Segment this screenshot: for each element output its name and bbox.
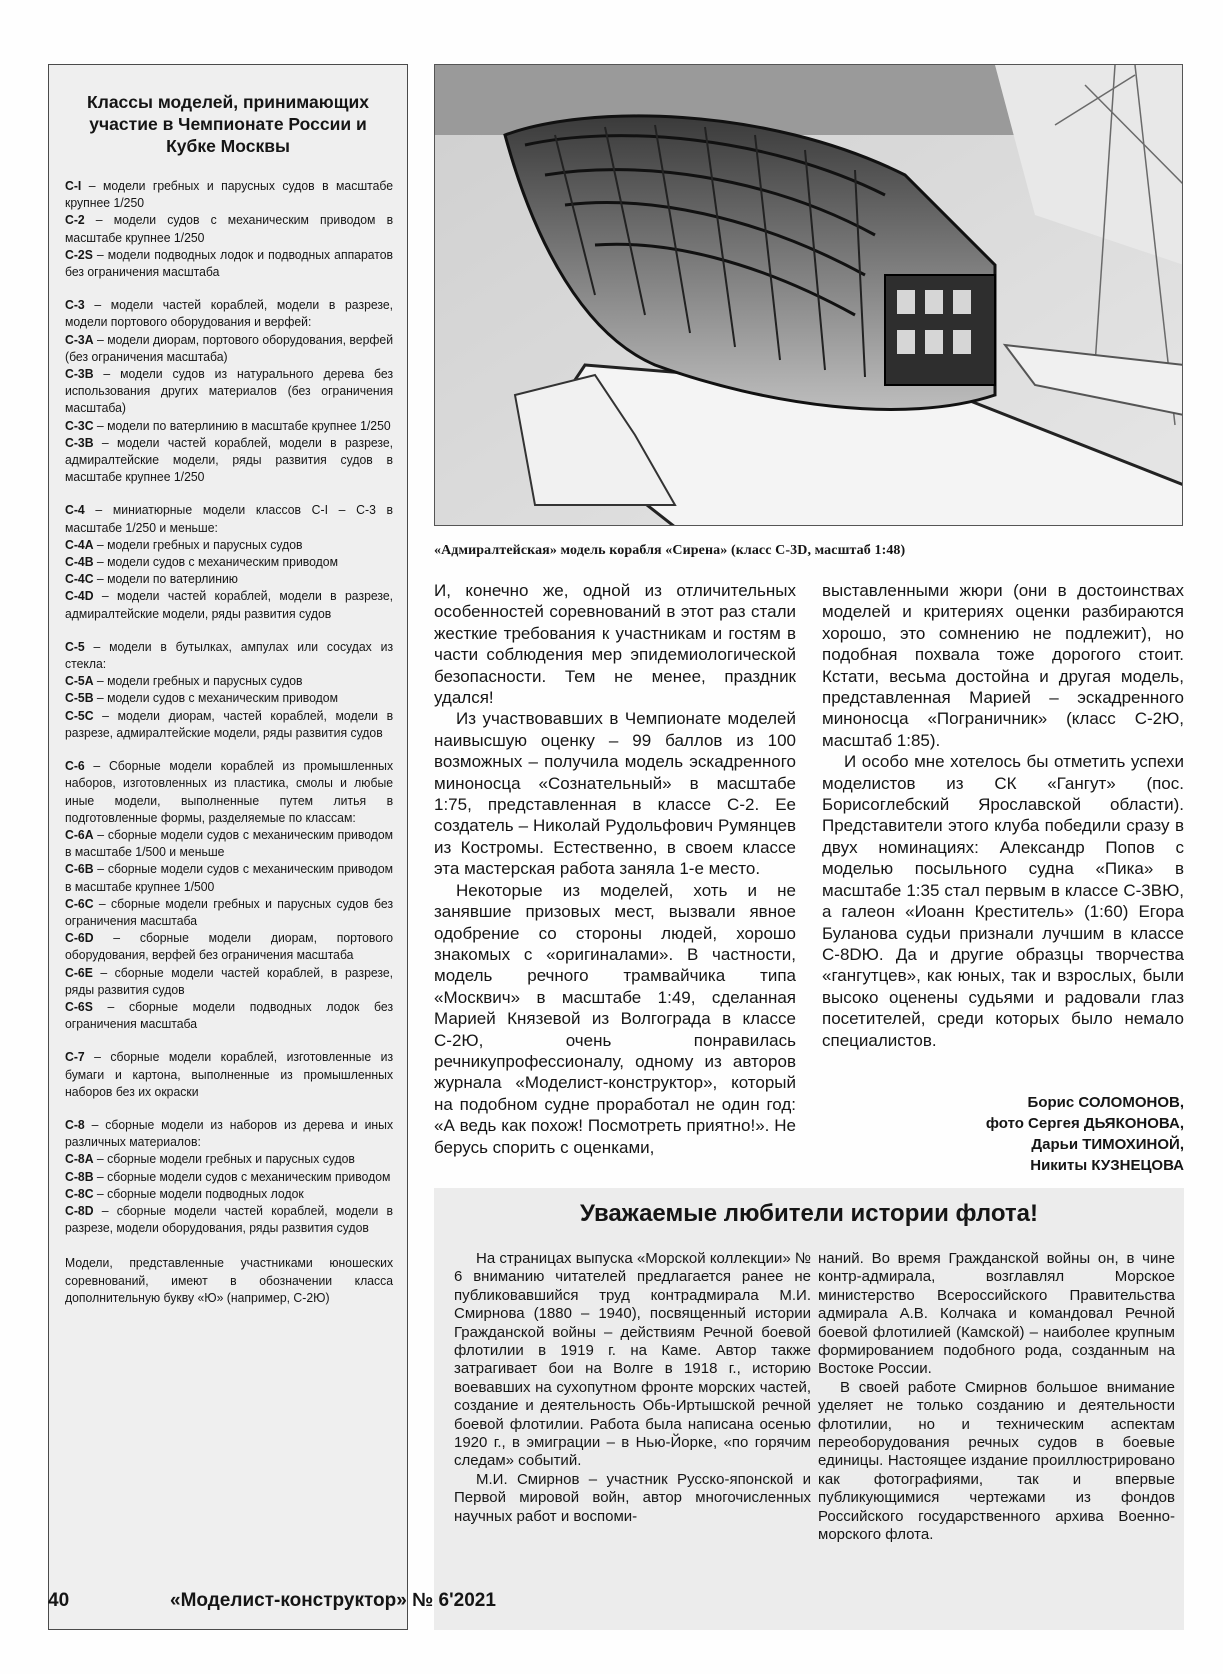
class-code: С-5С (65, 707, 94, 723)
class-entry (65, 177, 393, 211)
notice-box (434, 1188, 1184, 1630)
class-description: – модели гребных и парусных судов в масштабе крупнее 1/250 (65, 178, 394, 211)
class-entry (65, 860, 393, 894)
article-paragraph: Из участвовавших в Чемпионате моделей наивысшую оценку – 99 баллов из 100 возможных – получила модель эскадренного миноносца «Сознательный» в масштабе 1:75, представленная в классе С-2. Ее создатель – Николай Рудольфович Румянцев из Костромы. Естественно, в своем классе эта мастерская работа заняла 1-е место. (434, 709, 796, 879)
class-group (65, 177, 394, 280)
class-code: С-3В (65, 366, 94, 382)
class-entry (65, 211, 393, 245)
article-paragraph: И, конечно же, одной из отличительных особенностей соревнований в этот раз стали жесткие требования к участникам и гостям в части соблюдения мер эпидемиологической безопасности. Тем не менее, праздник удался! (434, 581, 796, 708)
sidebar-note: Модели, представленные участниками юношеских соревнований, имеют в обозначении класса дополнительную букву «Ю» (например, С-2Ю) (65, 1255, 394, 1305)
class-entry (65, 638, 393, 672)
class-entry (65, 672, 393, 689)
class-description: – сборные модели подводных лодок (93, 1185, 304, 1201)
class-entry (65, 246, 393, 280)
class-description: – модели частей кораблей, модели в разрезе, адмиралтейские модели, ряды развития судов в масштабе крупнее 1/250 (65, 434, 394, 485)
class-description: – сборные модели судов с механическим приводом (93, 1168, 391, 1184)
class-description: – модели судов с механическим приводом (93, 690, 339, 706)
class-entry (65, 964, 393, 998)
page-footer (48, 1590, 748, 1612)
class-code: С-8В (65, 1168, 94, 1184)
class-entry (65, 826, 393, 860)
class-code: С-4А (65, 536, 94, 552)
class-code: С-7 (65, 1049, 85, 1065)
class-group (65, 501, 394, 621)
class-code: С-6С (65, 895, 94, 911)
class-code: С-8С (65, 1185, 94, 1201)
class-description: – сборные модели кораблей, изготовленные из бумаги и картона, выполненные из промышленных наборов без их окраски (65, 1049, 394, 1099)
class-entry (65, 895, 393, 929)
class-description: – сборные модели подводных лодок без ограничения масштаба (65, 998, 394, 1032)
class-code: С-6А (65, 826, 94, 842)
class-code: С-3С (65, 417, 94, 433)
class-entry (65, 501, 393, 535)
class-code: С-6В (65, 861, 94, 877)
class-code: С-5 (65, 638, 85, 654)
notice-column-2 (818, 1250, 1175, 1545)
class-code: С-8А (65, 1151, 94, 1167)
class-entry (65, 570, 393, 587)
notice-paragraph: В своей работе Смирнов большое внимание уделяет не только созданию и деятельности флотилии, но и техническим аспектам переоборудования речных судов в боевые единицы. Настоящее издание проиллюстрировано как фотографиями, так и впервые публикующимися чертежами из фондов Российского государственного архива Военно-морского флота. (818, 1378, 1175, 1544)
class-entry (65, 1116, 393, 1150)
class-entry (65, 434, 393, 486)
class-entry (65, 929, 393, 963)
class-description: – модели частей кораблей, модели в разрезе, адмиралтейские модели, ряды развития судов (65, 588, 394, 621)
class-group (65, 757, 394, 1032)
class-description: – модели судов из натурального дерева без использования других материалов (без ограничения масштаба) (65, 366, 394, 416)
class-entry (65, 587, 393, 621)
notice-title: Уважаемые любители истории флота! (579, 1200, 1039, 1227)
class-code: С-6 (65, 758, 85, 774)
article-paragraph: И особо мне хотелось бы отметить успехи моделистов из СК «Гангут» (пос. Борисоглебский Ярославской области). Представители этого клуба победили сразу в двух номинациях: Александр Попов с моделью посыльного судна «Пика» в масштабе 1:35 стал первым в классе С-3ВЮ, а галеон «Иоанн Креститель» (1:60) Егора Буланова судьи признали лучшим в классе С-8DЮ. Да и другие образцы творчества «гангутцев», как юных, так и взрослых, были высоко оценены судьями и радовали глаз посетителей, среди которых было немало специалистов. (822, 752, 1184, 1050)
class-entry (65, 1048, 393, 1100)
notice-paragraph: На страницах выпуска «Морской коллекции» № 6 вниманию читателей предлагается ранее не публиковавшийся труд контрадмирала М.И. Смирнова (1880 – 1940), посвященный истории Гражданской войны – действиям Речной боевой флотилии в 1919 г. на Каме. Автор также затрагивает бои на Волге в 1918 г., историю воевавших на сухопутном фронте морских частей, создание и деятельность Обь-Иртышской речной боевой флотилии. Работа была написана осенью 1920 г., в эмиграции – в Нью-Йорке, «по горячим следам» событий. (454, 1250, 811, 1470)
class-description: – сборные модели гребных и парусных судов (93, 1151, 355, 1167)
photo-caption: «Адмиралтейская» модель корабля «Сирена» (класс С-3D, масштаб 1:48) (434, 543, 906, 558)
class-entry (65, 707, 393, 741)
notice-column-1 (454, 1250, 811, 1526)
class-code: С-4В (65, 554, 94, 570)
class-description: – модели гребных и парусных судов (93, 673, 303, 689)
magazine-issue: «Моделист-конструктор» № 6'2021 (170, 1590, 496, 1611)
sidebar-class-list (65, 177, 394, 1236)
class-description: – модели подводных лодок и подводных аппаратов без ограничения масштаба (65, 246, 394, 280)
class-description: – модели по ватерлинию (93, 571, 238, 587)
signature-line: Никиты КУЗНЕЦОВА (1030, 1157, 1184, 1174)
class-entry (65, 1150, 393, 1167)
class-group (65, 1048, 394, 1100)
class-entry (65, 1168, 393, 1185)
ship-model-illustration (435, 65, 1183, 526)
sidebar-title: Классы моделей, принимающих участие в Чемпионате России и Кубке Москвы (87, 92, 369, 156)
class-description: – модели в бутылках, ампулах или сосудах из стекла: (65, 638, 394, 672)
class-description: – сборные модели судов с механическим приводом в масштабе крупнее 1/500 (65, 861, 394, 894)
class-entry (65, 296, 393, 330)
class-description: – модели по ватерлинию в масштабе крупнее 1/250 (93, 417, 391, 433)
class-code: С-4С (65, 571, 94, 587)
class-code: С-3А (65, 331, 94, 347)
page-number: 40 (48, 1590, 70, 1611)
class-entry (65, 553, 393, 570)
class-description: – модели диорам, частей кораблей, модели в разрезе, адмиралтейские модели, ряды развития судов (65, 707, 394, 740)
class-code: С-2S (65, 246, 93, 262)
class-group (65, 1116, 394, 1236)
signature-line: фото Сергея ДЬЯКОНОВА, (985, 1115, 1184, 1132)
class-entry (65, 331, 393, 365)
class-code: С-4 (65, 502, 85, 518)
class-entry (65, 998, 393, 1032)
class-description: – сборные модели частей кораблей, модели в разрезе, модели оборудования, ряды развития судов (65, 1202, 394, 1236)
article-paragraph: выставленными жюри (они в достоинствах моделей и критериях оценки разбираются хорошо, это сомнению не подлежит), но подобная похвала тоже дорогого стоит. Кстати, весьма достойна и другая модель, представленная Марией – эскадренного миноносца «Пограничник» (класс С-2Ю, масштаб 1:85). (822, 581, 1184, 750)
class-description: – сборные модели частей кораблей, в разрезе, ряды развития судов (65, 964, 394, 997)
class-code: С-5В (65, 690, 94, 706)
class-group (65, 638, 394, 741)
class-entry (65, 757, 393, 826)
class-code: С-6D (65, 930, 94, 946)
class-code: С-5А (65, 673, 94, 689)
notice-paragraph: наний. Во время Гражданской войны он, в чине контр-адмирала, возглавлял Морское министерство Всероссийского Правительства адмирала А.В. Колчака и командовал Речной боевой флотилией (Камской) – наиболее крупным формированием подобного рода, созданным на Востоке России. (818, 1250, 1175, 1378)
class-code: С-3 (65, 297, 85, 313)
class-description: – миниатюрные модели классов С-I – С-3 в масштабе 1/250 и меньше: (65, 502, 394, 535)
class-description: – сборные модели судов с механическим приводом в масштабе 1/500 и меньше (65, 826, 394, 860)
class-code: С-3В (65, 434, 94, 450)
class-description: – Сборные модели кораблей из промышленных наборов, изготовленных из пластика, смолы и любые иные модели, выполненные путем литья в подготовленные формы, разделяемые по классам: (65, 758, 394, 825)
class-entry (65, 536, 393, 553)
class-description: – сборные модели из наборов из дерева и иных различных материалов: (65, 1116, 394, 1150)
class-description: – сборные модели диорам, портового оборудования, верфей без ограничения масштаба (65, 930, 394, 963)
class-code: С-4D (65, 588, 94, 604)
ship-model-photo (434, 64, 1183, 526)
article-paragraph: Некоторые из моделей, хоть и не занявшие призовых мест, вызвали явное одобрение со стороны людей, хорошо знакомых с «оригиналами». В частности, модель речного трамвайчика типа «Москвич» в масштабе 1:49, сделанная Марией Князевой из Волгограда в классе С-2Ю, очень понравилась речникупрофессионалу, одному из авторов журнала «Моделист-конструктор», который на подобном судне проработал не один год: «А ведь как похож! Посмотреть приятно!». Не берусь спорить с оценками, (434, 880, 796, 1157)
class-entry (65, 689, 393, 706)
class-code: С-6Е (65, 964, 93, 980)
class-entry (65, 1202, 393, 1236)
class-description: – модели гребных и парусных судов (93, 536, 303, 552)
class-description: – модели судов с механическим приводом (93, 554, 339, 570)
class-description: – модели судов с механическим приводом в масштабе крупнее 1/250 (65, 212, 394, 245)
class-description: – сборные модели гребных и парусных судов без ограничения масштаба (65, 895, 394, 928)
signature-line: Борис СОЛОМОНОВ, (1027, 1094, 1184, 1111)
class-entry (65, 365, 393, 417)
article-column-1 (434, 580, 796, 1172)
class-group (65, 296, 394, 485)
class-description: – модели диорам, портового оборудования, верфей (без ограничения масштаба) (65, 331, 394, 364)
class-code: С-8D (65, 1202, 94, 1218)
class-code: С-8 (65, 1116, 85, 1132)
class-code: С-6S (65, 998, 93, 1014)
class-description: – модели частей кораблей, модели в разрезе, модели портового оборудования и верфей: (65, 297, 394, 330)
author-signature (822, 1092, 1184, 1176)
class-entry (65, 417, 393, 434)
class-code: С-2 (65, 212, 85, 228)
class-entry (65, 1185, 393, 1202)
notice-paragraph: М.И. Смирнов – участник Русско-японской и Первой мировой войн, автор многочисленных научных работ и воспоми- (454, 1470, 811, 1525)
class-code: С-I (65, 178, 82, 193)
article-column-2 (822, 580, 1184, 1051)
signature-line: Дарьи ТИМОХИНОЙ, (1031, 1136, 1184, 1153)
classes-sidebar (48, 64, 408, 1630)
